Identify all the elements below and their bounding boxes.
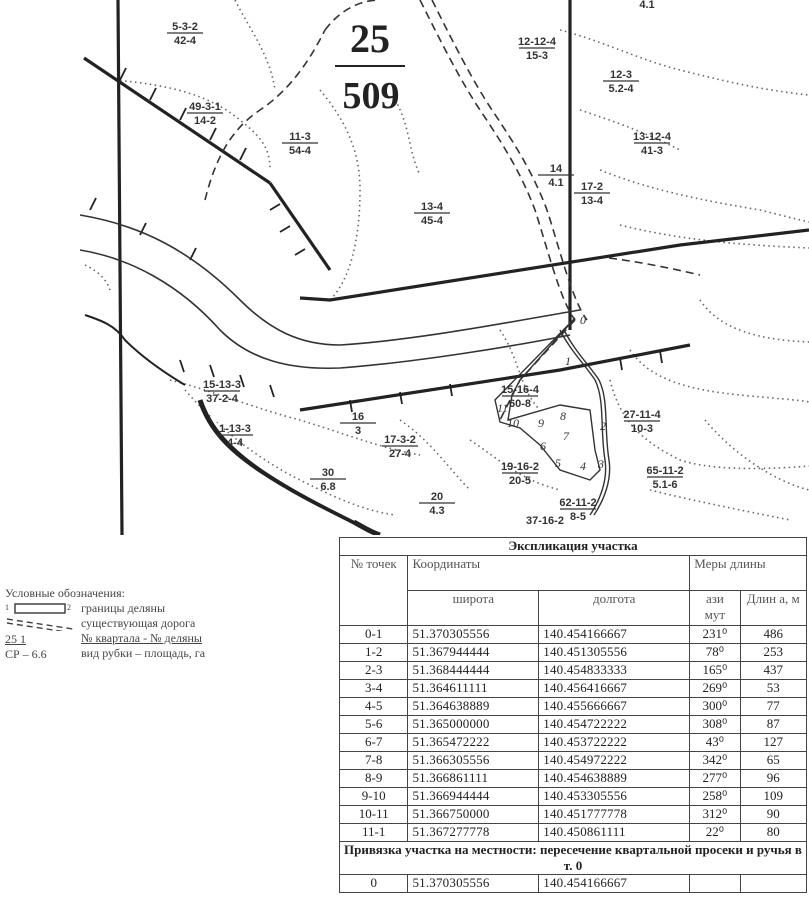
point-label: 1 [565,354,571,368]
cell-lat: 51.366861111 [408,770,539,788]
svg-text:13-4: 13-4 [580,195,604,207]
cell-azimuth: 78⁰ [690,644,740,662]
svg-text:20-5: 20-5 [508,475,532,487]
table-title: Экспликация участка [340,538,807,556]
svg-text:4.1: 4.1 [548,177,564,189]
table-row [340,752,807,770]
binding-title: Привязка участка на местности: пересечение квартальной просеки и ручья в т. 0 [340,842,807,875]
cell-lat: 51.370305556 [408,626,539,644]
point-label: 3 [598,457,604,471]
svg-text:5.1-6: 5.1-6 [652,479,678,491]
cell-lon: 140.453722222 [539,734,690,752]
cut-type-symbol: СР – 6.6 [5,646,47,661]
cell-length: 65 [740,752,806,770]
svg-text:13-12-4: 13-12-4 [633,131,671,143]
cell-lat: 51.364611111 [408,680,539,698]
svg-text:1: 1 [5,602,9,612]
cell-azimuth: 312⁰ [690,806,740,824]
table-row [340,698,807,716]
table-row [340,644,807,662]
parcel-label [639,0,654,11]
svg-text:11-3: 11-3 [289,131,311,143]
cell-azimuth: 22⁰ [690,824,740,842]
svg-text:16: 16 [351,411,365,423]
cell-azimuth: 231⁰ [690,626,740,644]
svg-text:60-8: 60-8 [508,398,532,410]
svg-text:19-16-2: 19-16-2 [501,461,539,473]
header-coords: Координаты [408,556,690,591]
cell-azimuth: 342⁰ [690,752,740,770]
cell-length: 127 [740,734,806,752]
point-label: 0 [580,313,586,327]
legend-item: 1 2 границы деляны [5,601,165,615]
cell-lat: 51.364638889 [408,698,539,716]
cell-lat: 51.367944444 [408,644,539,662]
cell-point: 5-6 [340,716,408,734]
cell-point: 0-1 [340,626,408,644]
svg-text:15-3: 15-3 [525,50,549,62]
svg-text:17-3-2: 17-3-2 [384,434,416,446]
cell-lon: 140.456416667 [539,680,690,698]
table-row [340,734,807,752]
cell-azimuth: 43⁰ [690,734,740,752]
explication-table [339,537,807,893]
cell-azimuth: 300⁰ [690,698,740,716]
parcel-label [526,515,564,527]
cell-point: 11-1 [340,824,408,842]
binding-row [340,875,807,893]
table-row [340,770,807,788]
cell-lon: 140.453305556 [539,788,690,806]
cell-point: 3-4 [340,680,408,698]
map-legend [5,586,305,661]
cell-lon: 140.454166667 [539,875,690,893]
table-row [340,824,807,842]
svg-text:1-13-3: 1-13-3 [219,423,251,435]
cell-length: 253 [740,644,806,662]
cell-lon: 140.451777778 [539,806,690,824]
svg-text:12-12-4: 12-12-4 [518,36,556,48]
svg-text:49-3-1: 49-3-1 [189,101,221,113]
cell-lat: 51.368444444 [408,662,539,680]
legend-title: Условные обозначения: [5,586,126,600]
cell-lon: 140.450861111 [539,824,690,842]
svg-text:12-3: 12-3 [609,69,633,81]
header-azimuth: ази мут [690,591,740,626]
kvartal-symbol: 25 1 [5,631,26,646]
cell-point: 9-10 [340,788,408,806]
cell-length: 87 [740,716,806,734]
header-measures: Меры длины [690,556,807,591]
cell-empty [690,875,740,893]
cell-empty [740,875,806,893]
svg-text:6.8: 6.8 [320,481,336,493]
point-label: 2 [600,419,606,433]
svg-text:8-5: 8-5 [570,511,586,523]
cell-azimuth: 277⁰ [690,770,740,788]
header-lon: долгота [539,591,690,626]
cell-length: 53 [740,680,806,698]
point-label: 10 [507,416,519,430]
svg-text:17-2: 17-2 [580,181,604,193]
cell-azimuth: 258⁰ [690,788,740,806]
cell-point: 7-8 [340,752,408,770]
svg-text:4.1: 4.1 [639,0,655,11]
cell-point: 6-7 [340,734,408,752]
svg-text:41-3: 41-3 [640,145,664,157]
legend-item: СР – 6.6 вид рубки – площадь, га [5,646,206,661]
svg-text:4.3: 4.3 [429,505,445,517]
cell-point: 1-2 [340,644,408,662]
cell-lon: 140.454972222 [539,752,690,770]
svg-text:5-3-2: 5-3-2 [172,21,198,33]
header-length: Длин а, м [740,591,806,626]
svg-text:30: 30 [321,467,335,479]
cell-length: 80 [740,824,806,842]
cell-point: 0 [340,875,408,893]
svg-text:37-16-2: 37-16-2 [526,515,564,527]
svg-text:54-4: 54-4 [288,145,312,157]
header-point: № точек [340,556,408,626]
cell-length: 96 [740,770,806,788]
cell-azimuth: 165⁰ [690,662,740,680]
svg-text:10-3: 10-3 [630,423,654,435]
svg-text:27-4: 27-4 [388,448,412,460]
point-label: 8 [560,409,566,423]
parcel-boundary-symbol [5,602,75,616]
svg-text:27-11-4: 27-11-4 [623,409,661,421]
cell-lon: 140.454722222 [539,716,690,734]
cell-point: 2-3 [340,662,408,680]
point-label: 5 [555,456,561,470]
svg-text:45-4: 45-4 [420,215,444,227]
cell-lat: 51.365000000 [408,716,539,734]
svg-text:62-11-2: 62-11-2 [559,497,597,509]
svg-text:65-11-2: 65-11-2 [646,465,684,477]
svg-text:37-2-4: 37-2-4 [206,393,238,405]
svg-text:3: 3 [354,425,362,437]
svg-text:14: 14 [549,163,563,175]
cell-point: 4-5 [340,698,408,716]
cell-lat: 51.366305556 [408,752,539,770]
svg-text:14-2: 14-2 [193,115,217,127]
table-row [340,788,807,806]
cell-azimuth: 308⁰ [690,716,740,734]
cell-lon: 140.455666667 [539,698,690,716]
cell-length: 90 [740,806,806,824]
svg-text:15-16-4: 15-16-4 [501,384,539,396]
svg-text:4-4: 4-4 [227,437,243,449]
header-lat: широта [408,591,539,626]
svg-text:42-4: 42-4 [173,35,197,47]
svg-text:20: 20 [430,491,444,503]
cell-lat: 51.365472222 [408,734,539,752]
cell-lon: 140.454166667 [539,626,690,644]
table-row [340,626,807,644]
cell-lat: 51.367277778 [408,824,539,842]
cell-azimuth: 269⁰ [690,680,740,698]
cell-length: 109 [740,788,806,806]
cell-lat: 51.370305556 [408,875,539,893]
cell-lon: 140.454833333 [539,662,690,680]
cell-lat: 51.366750000 [408,806,539,824]
svg-text:5.2-4: 5.2-4 [608,83,634,95]
point-label: 6 [540,439,546,453]
legend-item: 25 1 № квартала - № деляны [5,631,202,646]
cell-point: 8-9 [340,770,408,788]
point-label: 11 [497,401,509,415]
cell-point: 10-11 [340,806,408,824]
cell-length: 486 [740,626,806,644]
svg-text:15-13-3: 15-13-3 [203,379,241,391]
table-row [340,806,807,824]
legend-item: существующая дорога [5,616,305,631]
cell-lat: 51.366944444 [408,788,539,806]
cell-lon: 140.451305556 [539,644,690,662]
road-symbol [5,617,75,631]
cell-lon: 140.454638889 [539,770,690,788]
table-row [340,680,807,698]
svg-text:25: 25 [350,16,390,61]
table-row [340,662,807,680]
point-label: 7 [563,429,569,443]
table-row [340,716,807,734]
point-label: 9 [538,416,544,430]
cell-length: 77 [740,698,806,716]
svg-text:13-4: 13-4 [420,201,444,213]
svg-text:509: 509 [342,75,400,117]
cell-length: 437 [740,662,806,680]
svg-text:2: 2 [67,602,71,612]
point-label: 4 [580,459,586,473]
